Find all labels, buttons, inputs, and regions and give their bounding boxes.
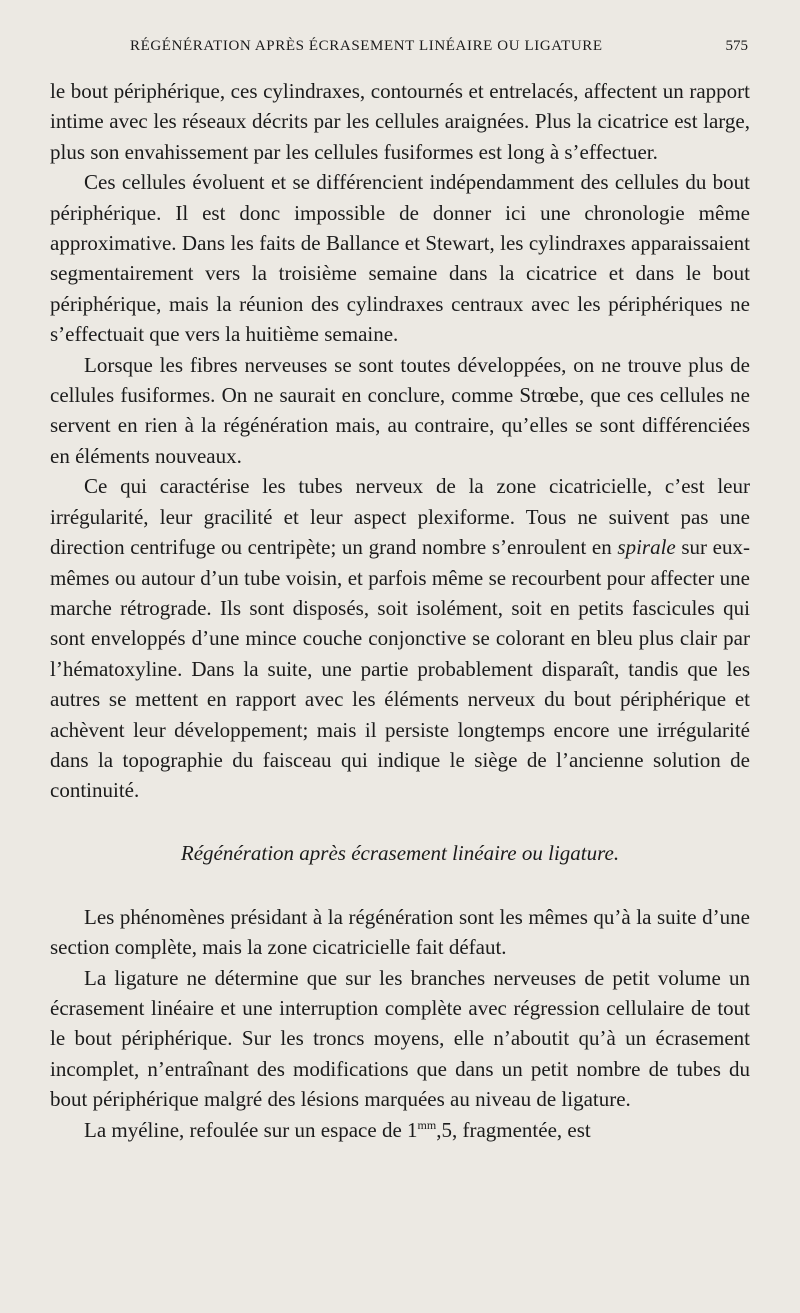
emphasis-text: spirale (617, 535, 676, 560)
paragraph-continuation: le bout périphérique, ces cylindraxes, contournés et entrelacés, affectent un rapport intime avec les réseaux décrits par les cellules araignées. Plus la cicatrice est large, plus son envahissement par les cellules fusiformes est long à s’effectuer. (50, 79, 750, 164)
paragraph-text: La myéline, refoulée sur un espace de 1 (84, 1117, 418, 1142)
paragraph: La ligature ne détermine que sur les branches nerveuses de petit volume un écrasement linéaire et une interruption complète avec régression cellulaire de tout le bout périphérique. Sur les troncs moyens, elle n’aboutit qu’à un écrasement incomplet, n’entraînant des modifications que dans un petit nombre de tubes du bout périphérique malgré des lésions marquées au niveau de ligature. (50, 965, 750, 1112)
paragraph: Les phénomènes présidant à la régénération sont les mêmes qu’à la suite d’une section complète, mais la zone cicatricielle fait défaut. (50, 904, 750, 960)
running-title: RÉGÉNÉRATION APRÈS ÉCRASEMENT LINÉAIRE OU LIGATURE (130, 38, 603, 54)
paragraph-text: Ce qui caractérise les tubes nerveux de la zone cicatricielle, c’est leur irrégularité, leur gracilité et leur aspect plexiforme. Tous ne suivent pas une direction centrifuge ou centripète; un grand nombre s’enroulent en (50, 474, 750, 560)
paragraph-text: sur eux-mêmes ou autour d’un tube voisin, et parfois même se recourbent pour affecter une marche rétrograde. Ils sont disposés, soit isolément, soit en petits fascicules qui sont enveloppés d’une mince couche conjonctive se colorant en bleu plus clair par l’hématoxyline. Dans la suite, une partie probablement disparaît, tandis que les autres se mettent en rapport avec les éléments nerveux du bout périphérique et achèvent leur développement; mais il persiste longtemps encore une irrégularité dans la topographie du faisceau qui indique le siège de l’ancienne solution de continuité. (50, 535, 750, 803)
running-header (50, 36, 748, 76)
paragraph (50, 471, 750, 805)
unit-superscript: mm (417, 1117, 437, 1132)
paragraph-last (50, 1115, 750, 1145)
paragraph: Ces cellules évoluent et se différencient indépendamment des cellules du bout périphérique. Il est donc impossible de donner ici une chronologie même approximative. Dans les faits de Ballance et Stewart, les cylindraxes apparaissaient segmentairement vers la troisième semaine dans la cicatrice et dans le bout périphérique, mais la réunion des cylindraxes centraux avec les périphériques ne s’effectuait que vers la huitième semaine. (50, 170, 750, 347)
page-number: 575 (725, 38, 748, 54)
body-text (50, 76, 750, 1145)
paragraph-text: ,5, fragmentée, est (436, 1117, 591, 1142)
section-heading: Régénération après écrasement linéaire ou ligature. (180, 840, 620, 865)
paragraph: Lorsque les fibres nerveuses se sont toutes développées, on ne trouve plus de cellules fusiformes. On ne saurait en conclure, comme Strœbe, que ces cellules ne servent en rien à la régénération mais, au contraire, qu’elles se sont différenciées en éléments nouveaux. (50, 352, 750, 468)
